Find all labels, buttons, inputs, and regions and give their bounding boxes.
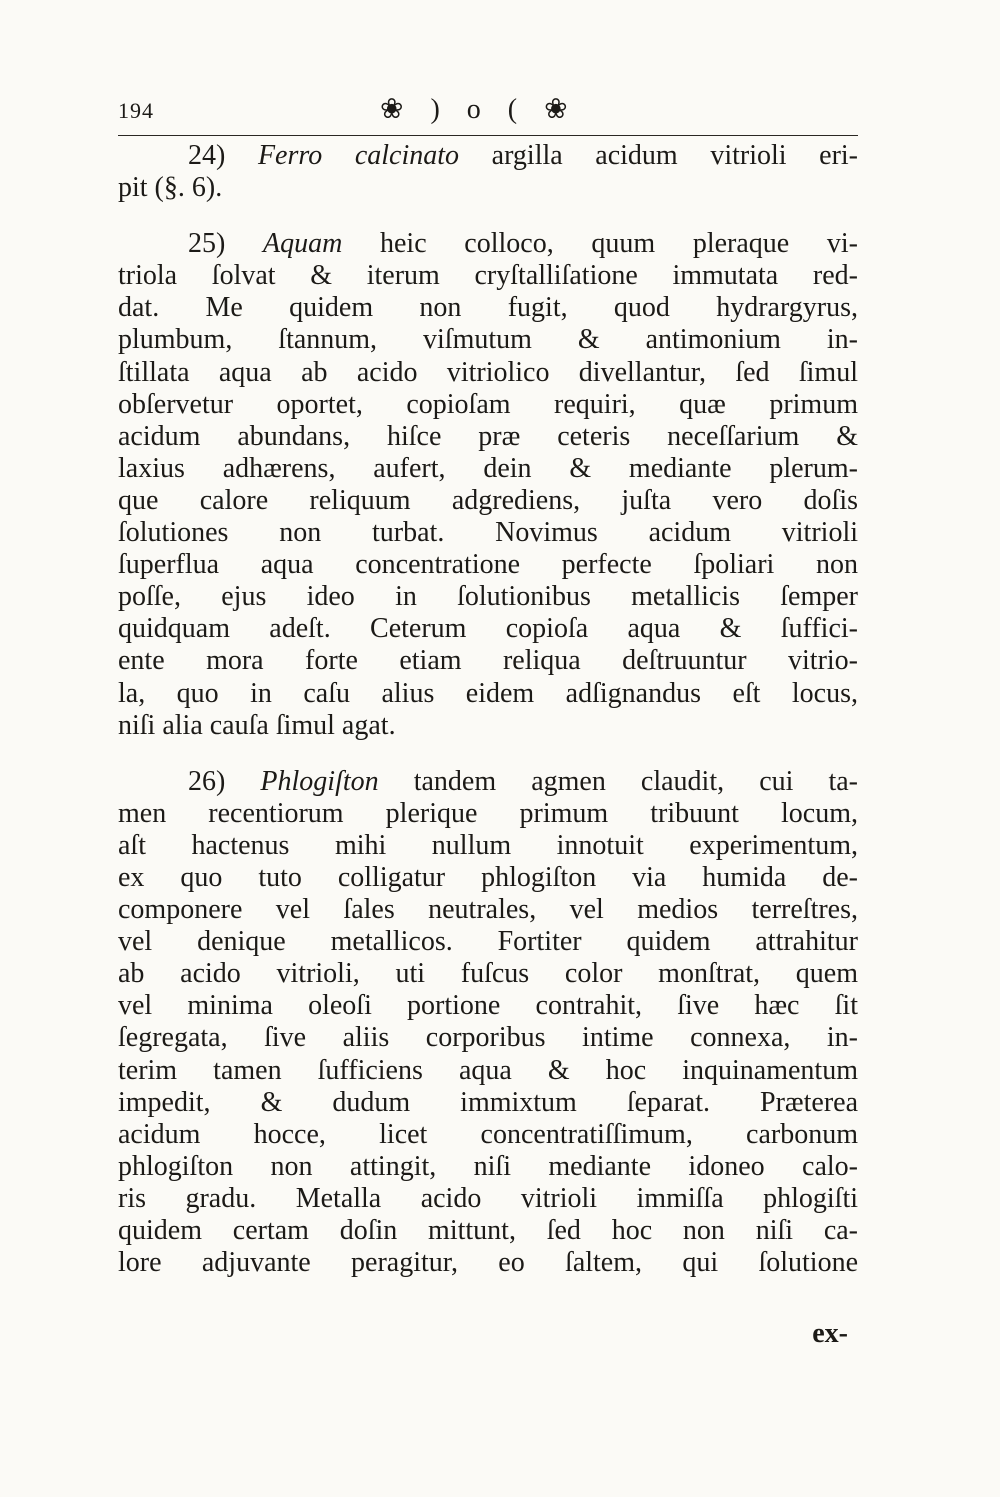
text-line: plumbum, ſtannum, viſmutum & antimonium in- (118, 324, 858, 356)
text-line: niſi alia cauſa ſimul agat. (118, 709, 396, 741)
text-line: quidquam adeſt. Ceterum copioſa aqua & ſuffici- (118, 613, 858, 645)
text-line: quidem certam doſin mittunt, ſed hoc non niſi ca- (118, 1215, 858, 1246)
text-line: terim tamen ſufficiens aqua & hoc inquinamentum (118, 1054, 858, 1086)
paragraph-25 (118, 228, 858, 742)
text-line: ente mora forte etiam reliqua deſtruuntur vitrio- (118, 645, 858, 677)
body-text (118, 140, 858, 1279)
text-line: componere vel ſales neutrales, vel medios terreſtres, (118, 894, 858, 926)
text-line: ſegregata, ſive aliis corporibus intime connexa, in- (118, 1022, 858, 1054)
catchword: ex- (812, 1318, 848, 1349)
paragraph-number: 25) (188, 228, 226, 260)
text-line: que calore reliquum adgrediens, juſta vero doſis (118, 484, 858, 516)
text-line: 24) Ferro calcinato argilla acidum vitrioli eri- (188, 140, 859, 171)
text-line: impedit, & dudum immixtum ſeparat. Præterea (118, 1086, 858, 1118)
text-line: la, quo in caſu alius eidem adſignandus eſt locus, (118, 677, 858, 709)
paragraph-24 (118, 140, 858, 204)
text-line: lore adjuvante peragitur, eo ſaltem, qui ſolutione (118, 1247, 858, 1279)
text-line: poſſe, ejus ideo in ſolutionibus metallicis ſemper (118, 581, 858, 613)
text-line: ab acido vitrioli, uti fuſcus color monſtrat, quem (118, 958, 858, 990)
paragraph-term: Aquam (263, 228, 343, 260)
text-line: 25) Aquam heic colloco, quum pleraque vi- (188, 228, 858, 260)
paragraph-26 (118, 766, 858, 1280)
text-line: laxius adhærens, aufert, dein & mediante plerum- (118, 452, 858, 484)
text-line: ex quo tuto colligatur phlogiſton via humida de- (118, 861, 858, 893)
text-line: vel minima oleoſi portione contrahit, ſive hæc ſit (118, 990, 858, 1022)
paragraph-number: 26) (188, 765, 226, 797)
text-line: 26) Phlogiſton tandem agmen claudit, cui ta- (188, 765, 859, 797)
text-line: dat. Me quidem non fugit, quod hydrargyrus, (118, 292, 858, 324)
text-line: acidum abundans, hiſce præ ceteris neceſſarium & (118, 420, 858, 452)
text-line: phlogiſton non attingit, niſi mediante idoneo calo- (118, 1150, 858, 1182)
text-line: ſuperflua aqua concentratione perfecte ſpoliari non (118, 549, 858, 581)
text-line: ris gradu. Metalla acido vitrioli immiſſa phlogiſti (118, 1182, 858, 1214)
header-ornament: ❀ ) o ( ❀ (380, 94, 578, 125)
text-line: acidum hocce, licet concentratiſſimum, carbonum (118, 1118, 858, 1150)
paragraph-term: Ferro calcinato (257, 140, 460, 171)
text-line: obſervetur oportet, copioſam requiri, quæ primum (118, 388, 858, 420)
text-line: aſt hactenus mihi nullum innotuit experimentum, (118, 829, 858, 861)
header-rule (118, 135, 858, 136)
text-line: ſolutiones non turbat. Novimus acidum vitrioli (118, 517, 858, 549)
page-number: 194 (118, 98, 154, 123)
text-line: vel denique metallicos. Fortiter quidem attrahitur (118, 926, 858, 958)
text-line: men recentiorum plerique primum tribuunt locum, (118, 797, 858, 829)
paragraph-number: 24) (188, 140, 226, 171)
running-header (118, 92, 858, 134)
text-line: ſtillata aqua ab acido vitriolico divellantur, ſed ſimul (118, 356, 858, 388)
text-line: triola ſolvat & iterum cryſtalliſatione immutata red- (118, 260, 858, 292)
text-line: pit (§. 6). (118, 172, 223, 204)
paragraph-term: Phlogiſton (260, 765, 379, 797)
